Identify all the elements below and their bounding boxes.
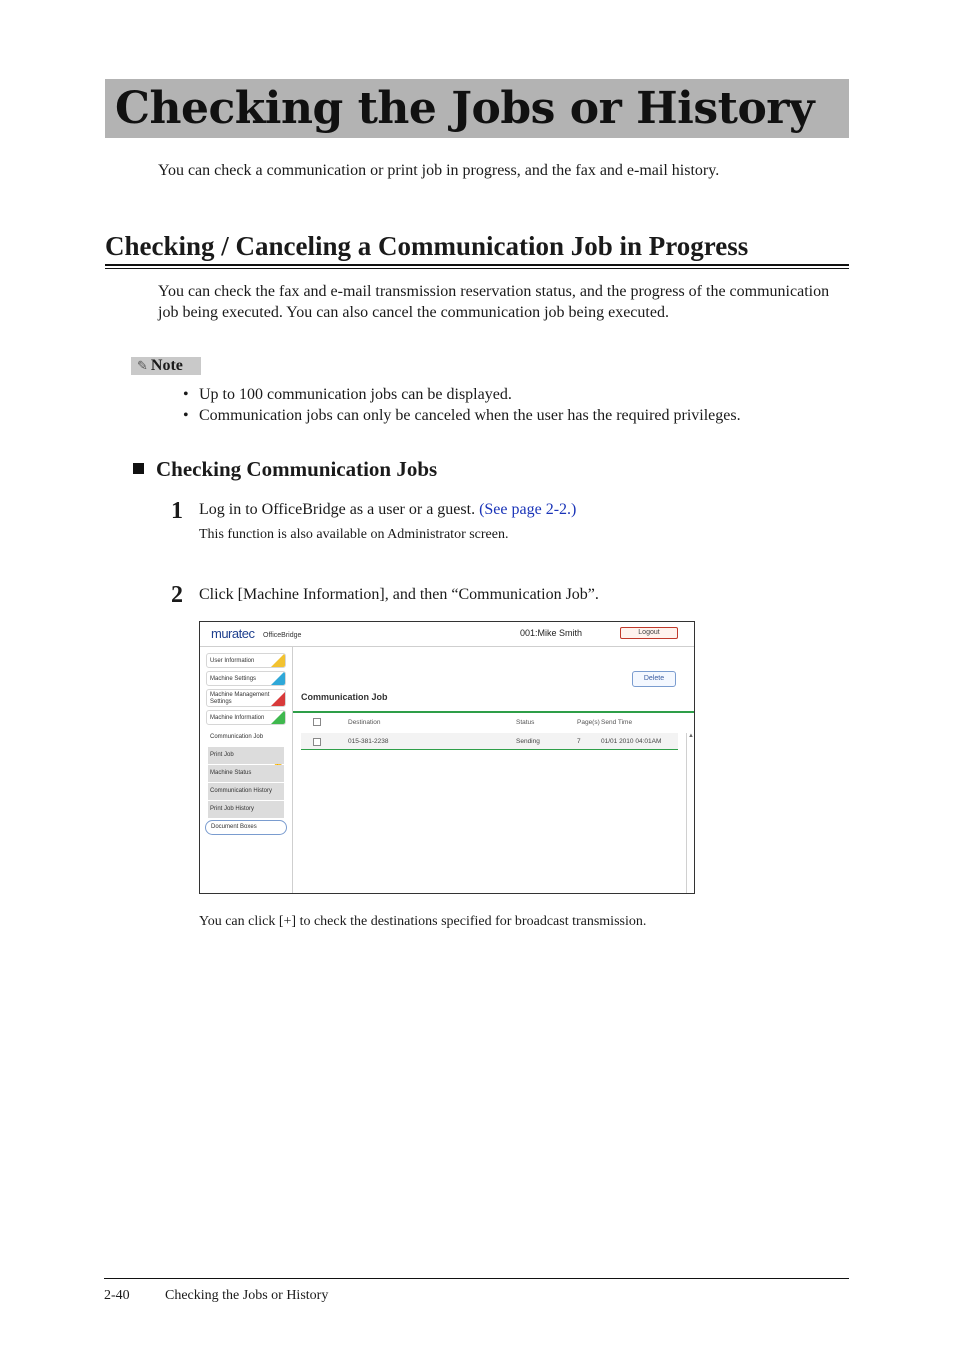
section-paragraph: You can check the fax and e-mail transmission reservation status, and the progress of the communication job being executed. You can also cancel the communication job being executed. [158,283,830,321]
cell-destination: 015-381-2238 [348,738,389,745]
footer-title: Checking the Jobs or History [165,1288,329,1303]
muratec-logo: muratec [211,626,255,641]
sidebar-item-machine-management[interactable]: Machine Management Settings [206,689,286,707]
logout-button[interactable]: Logout [620,627,678,639]
step-note: This function is also available on Administrator screen. [199,527,509,542]
square-bullet-icon [133,463,144,474]
note-bullets [183,384,741,426]
tab-corner-icon [271,692,285,706]
cell-pages: 7 [577,738,581,745]
note-bullet: • Up to 100 communication jobs can be displayed. [183,386,512,403]
row-checkbox[interactable] [313,738,321,746]
column-header-status: Status [516,719,535,726]
sidebar-subitem-communication-history[interactable]: Communication History [208,783,284,800]
sidebar-subitem-communication-job[interactable]: Communication Job [210,734,264,740]
note-badge [131,357,201,375]
tab-corner-icon [271,653,285,667]
scroll-up-icon[interactable]: ▲ [688,733,694,739]
officebridge-logo: OfficeBridge [263,632,302,639]
footer-page-number: 2-40 [104,1288,130,1303]
tab-corner-icon [271,710,285,724]
vertical-scrollbar[interactable] [686,733,694,893]
step-text: Log in to OfficeBridge as a user or a guest. (See page 2-2.) [199,501,577,518]
delete-button[interactable]: Delete [632,671,676,687]
user-name: 001:Mike Smith [520,628,583,638]
note-label: Note [150,357,183,374]
communication-job-title: Communication Job [301,692,388,702]
section-rule [105,264,849,266]
tab-corner-icon [271,671,285,685]
page-title: Checking the Jobs or History [115,83,815,134]
sidebar-item-machine-information[interactable]: Machine Information [206,710,286,725]
subsection-heading: Checking Communication Jobs [133,456,437,482]
sidebar-item-user-information[interactable]: User Information [206,653,286,668]
screenshot-sidebar [200,647,293,893]
broadcast-hint: You can click [+] to check the destinations specified for broadcast transmission. [199,914,647,929]
step-text: Click [Machine Information], and then “Communication Job”. [199,586,599,603]
cell-status: Sending [516,738,540,745]
section-title: Checking / Canceling a Communication Job in Progress [105,231,749,261]
header-rule [293,711,694,713]
intro-text: You can check a communication or print job in progress, and the fax and e-mail history. [158,162,720,179]
column-header-pages: Page(s) [577,719,600,726]
column-header-send-time: Send Time [601,719,633,726]
note-bullet: • Communication jobs can only be canceled when the user has the required privileges. [183,407,741,424]
sidebar-subitem-print-job-history[interactable]: Print Job History [208,801,284,818]
sidebar-item-document-boxes[interactable]: Document Boxes [205,820,287,835]
sidebar-item-machine-settings[interactable]: Machine Settings [206,671,286,686]
step-number: 1 [171,498,183,524]
select-all-checkbox[interactable] [313,718,321,726]
officebridge-screenshot [199,621,695,894]
sidebar-subitem-machine-status[interactable]: Machine Status [208,765,284,782]
step-number: 2 [171,582,183,608]
section-rule-thin [105,268,849,269]
see-page-link[interactable]: (See page 2-2.) [479,501,577,518]
cell-send-time: 01/01 2010 04:01AM [601,738,662,745]
sidebar-subitem-print-job[interactable]: Print Job [208,747,284,764]
footer-rule [104,1278,849,1279]
screenshot-header [200,622,694,647]
screenshot-main [293,647,694,893]
column-header-destination: Destination [348,719,381,726]
pencil-icon: ✎ [137,358,148,374]
